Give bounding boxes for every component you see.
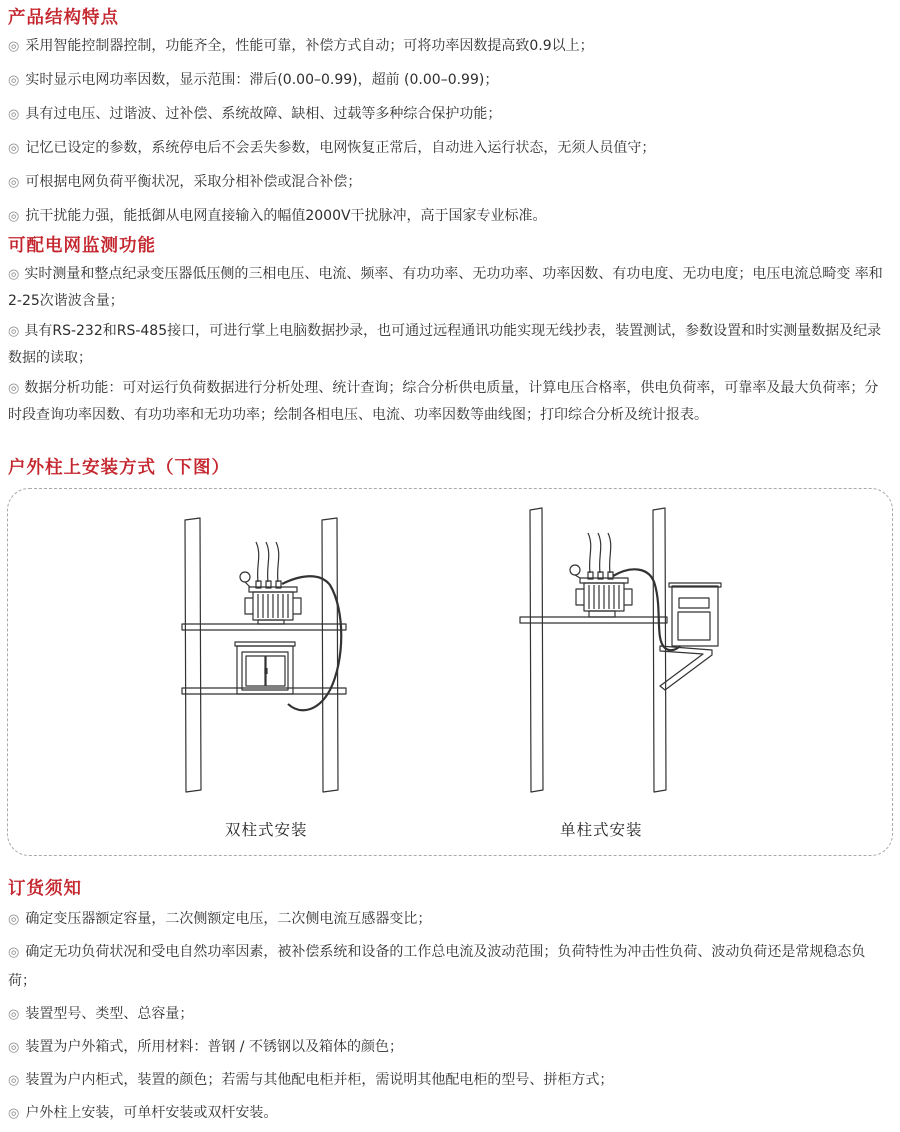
ordering-notes-list xyxy=(8,905,886,1132)
bullet-icon: ◎ xyxy=(8,945,20,960)
incoming-wire xyxy=(598,533,601,573)
upper-crossarm xyxy=(182,624,346,630)
right-pole xyxy=(322,518,338,792)
left-pole xyxy=(185,518,201,792)
list-item: ◎ 实时显示电网功率因数，显示范围：滞后(0.00–0.99)，超前 (0.00–0.99)； xyxy=(8,72,499,88)
list-item: ◎ 抗干扰能力强，能抵御从电网直接输入的幅值2000V干扰脉冲，高于国家专业标准。 xyxy=(8,208,547,224)
bullet-icon: ◎ xyxy=(8,1040,20,1055)
bullet-icon: ◎ xyxy=(8,73,20,88)
bullet-icon: ◎ xyxy=(8,1073,20,1088)
bullet-icon: ◎ xyxy=(8,381,20,396)
list-item: ◎ 可根据电网负荷平衡状况，采取分相补偿或混合补偿； xyxy=(8,174,362,190)
double-pole-diagram xyxy=(182,518,346,792)
outdoor-box xyxy=(669,583,721,646)
bullet-icon: ◎ xyxy=(8,175,20,190)
bullet-icon: ◎ xyxy=(8,324,20,339)
incoming-wire xyxy=(608,533,611,573)
capacitor-cabinet xyxy=(235,642,295,694)
bullet-icon: ◎ xyxy=(8,141,20,156)
cable xyxy=(613,569,680,650)
list-item: ◎ 记忆已设定的参数，系统停电后不会丢失参数，电网恢复正常后，自动进入运行状态，无须人员值守； xyxy=(8,140,656,156)
lower-crossarm xyxy=(182,688,346,694)
incoming-wire xyxy=(588,533,591,573)
section-title-monitoring: 可配电网监测功能 xyxy=(8,236,156,256)
list-item: ◎ 具有过电压、过谐波、过补偿、系统故障、缺相、过载等多种综合保护功能； xyxy=(8,106,502,122)
list-item: ◎ 户外柱上安装，可单杆安装或双杆安装。 xyxy=(8,1105,278,1121)
support-bracket xyxy=(660,646,712,690)
left-pole xyxy=(530,508,543,792)
bullet-icon: ◎ xyxy=(8,209,20,224)
incoming-wire xyxy=(256,542,259,582)
list-item: ◎ 采用智能控制器控制，功能齐全，性能可靠，补偿方式自动；可将功率因数提高致0.9以上； xyxy=(8,38,594,54)
list-item: ◎ 具有RS-232和RS-485接口，可进行掌上电脑数据抄录，也可通过远程通讯功能实现无线抄表，装置测试，参数设置和时实测量数据及纪录数据的读取； xyxy=(8,323,882,366)
transformer xyxy=(570,565,632,617)
incoming-wire xyxy=(276,542,279,582)
section-title-ordering: 订货须知 xyxy=(8,879,82,899)
caption-double-pole: 双柱式安装 xyxy=(225,821,308,839)
bullet-icon: ◎ xyxy=(8,912,20,927)
bullet-icon: ◎ xyxy=(8,267,20,282)
single-pole-diagram xyxy=(520,508,721,792)
section-title-structure: 产品结构特点 xyxy=(8,8,119,28)
bullet-icon: ◎ xyxy=(8,39,20,54)
list-item: ◎ 数据分析功能：可对运行负荷数据进行分析处理、统计查询；综合分析供电质量，计算电压合格率，供电负荷率，可靠率及最大负荷率；分时段查询功率因数、有功功率和无功功率；绘制各相电压、电流、功率因数等曲线图；打印综合分析及统计报表。 xyxy=(8,380,879,423)
list-item: ◎ 实时测量和整点纪录变压器低压侧的三相电压、电流、频率、有功功率、无功功率、功率因数、有功电度、无功电度；电压电流总畸变 率和2-25次谐波含量； xyxy=(8,266,883,309)
list-item: ◎ 装置为户内柜式，装置的颜色；若需与其他配电柜并柜，需说明其他配电柜的型号、拼柜方式； xyxy=(8,1072,614,1088)
bullet-icon: ◎ xyxy=(8,1007,20,1022)
bullet-icon: ◎ xyxy=(8,1106,20,1121)
list-item: ◎ 确定变压器额定容量，二次侧额定电压，二次侧电流互感器变比； xyxy=(8,911,432,927)
caption-single-pole: 单柱式安装 xyxy=(560,821,643,839)
incoming-wire xyxy=(266,542,269,582)
section-title-installation: 户外柱上安装方式（下图） xyxy=(8,458,230,478)
list-item: ◎ 装置型号、类型、总容量； xyxy=(8,1006,194,1022)
cable xyxy=(282,576,341,710)
bullet-icon: ◎ xyxy=(8,107,20,122)
list-item: ◎ 装置为户外箱式，所用材料：普钢 / 不锈钢以及箱体的颜色； xyxy=(8,1039,403,1055)
list-item: ◎ 确定无功负荷状况和受电自然功率因素，被补偿系统和设备的工作总电流及波动范围；负荷特性为冲击性负荷、波动负荷还是常规稳态负荷； xyxy=(8,944,866,989)
